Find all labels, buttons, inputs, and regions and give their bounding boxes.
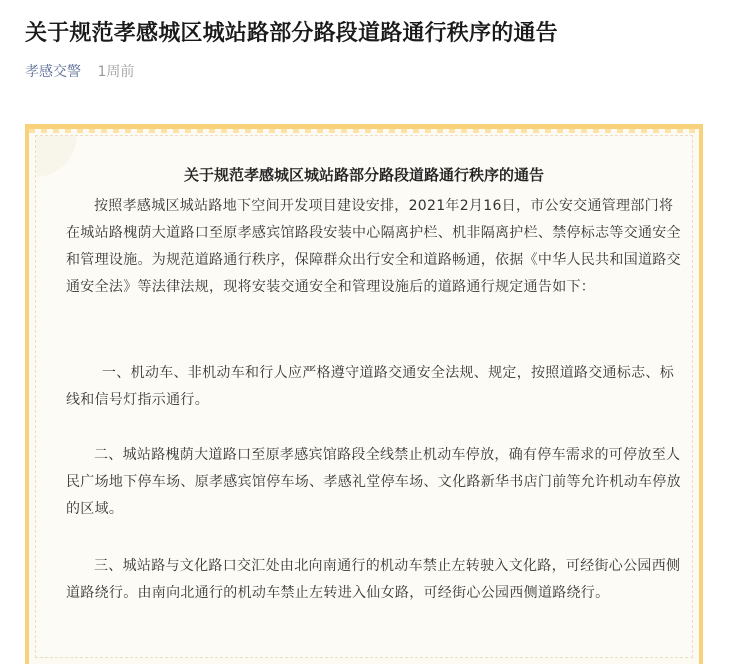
notice-paragraph-intro: 按照孝感城区城站路地下空间开发项目建设安排，2021年2月16日，市公安交通管理部门将在城站路槐荫大道路口至原孝感宾馆路段安装中心隔离护栏、机非隔离护栏、禁停标志等交通安全和管理设施。为规范道路通行秩序，保障群众出行安全和道路畅通，依据《中华人民共和国道路交通安全法》等法律法规，现将安装交通安全和管理设施后的道路通行规定通告如下：	[66, 198, 681, 295]
notice-body	[35, 135, 693, 658]
account-name-link[interactable]: 孝感交警	[25, 64, 81, 80]
article-title: 关于规范孝感城区城站路部分路段道路通行秩序的通告	[25, 21, 558, 46]
notice-paragraph-rule-1: 一、机动车、非机动车和行人应严格遵守道路交通安全法规、规定，按照道路交通标志、标线和信号灯指示通行。	[66, 365, 674, 408]
notice-title: 关于规范孝感城区城站路部分路段道路通行秩序的通告	[183, 166, 544, 184]
notice-frame	[25, 124, 703, 664]
frame-decoration	[29, 129, 699, 133]
notice-paragraph-rule-3: 三、城站路与文化路口交汇处由北向南通行的机动车禁止左转驶入文化路，可经街心公园西侧道路绕行。由南向北通行的机动车禁止左转进入仙女路，可经街心公园西侧道路绕行。	[66, 558, 681, 601]
publish-time: 1周前	[97, 64, 135, 80]
notice-paragraph-rule-2: 二、城站路槐荫大道路口至原孝感宾馆路段全线禁止机动车停放，确有停车需求的可停放至人民广场地下停车场、原孝感宾馆停车场、孝感礼堂停车场、文化路新华书店门前等允许机动车停放的区域。	[66, 447, 681, 517]
article-meta	[25, 62, 134, 82]
